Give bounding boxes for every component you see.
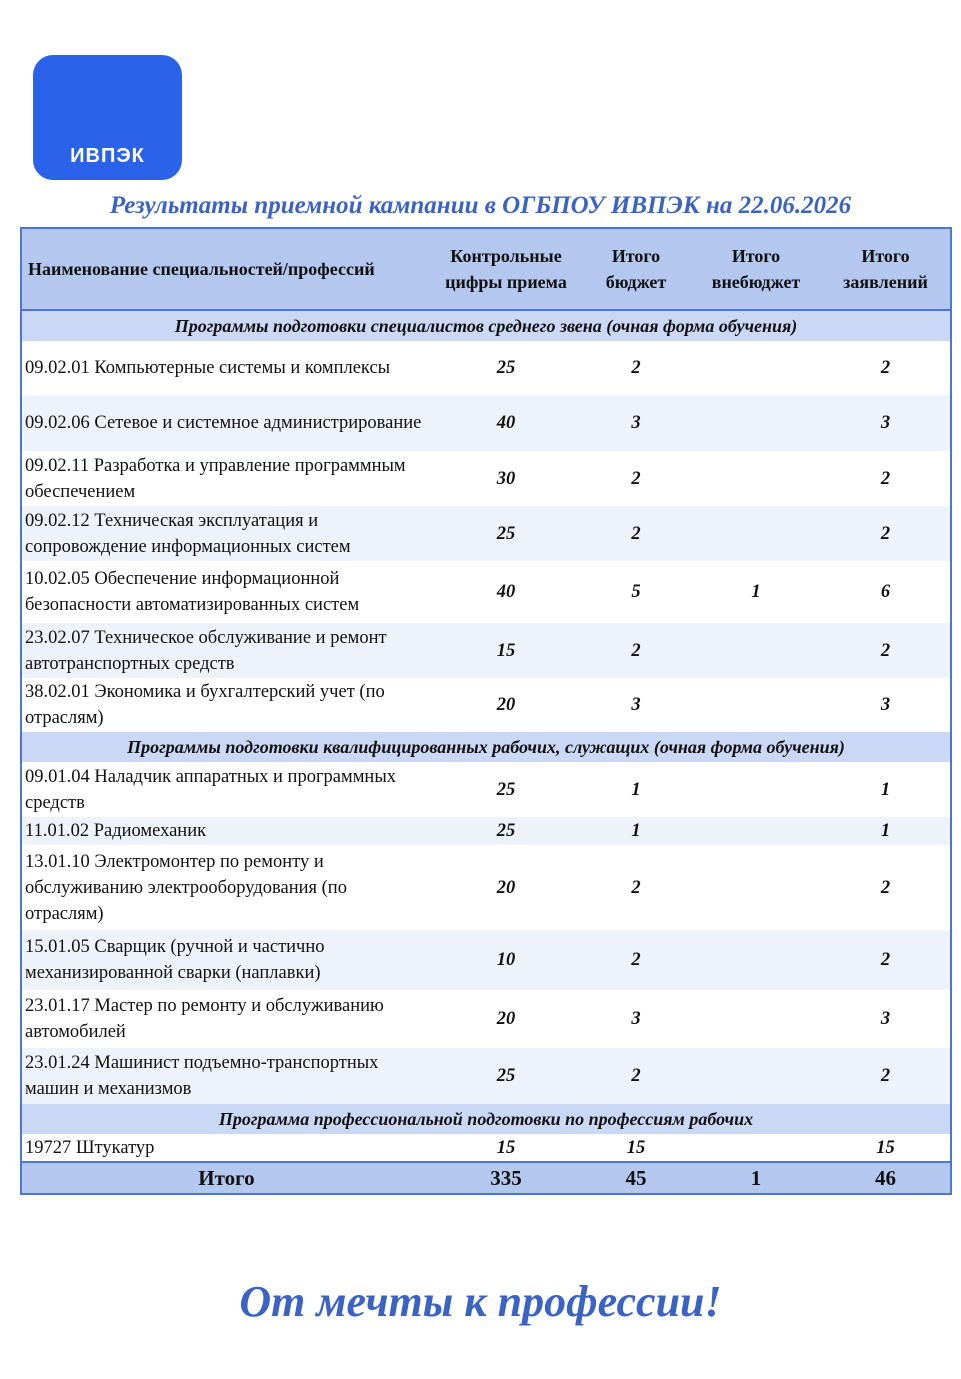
cell-applications: 1: [821, 817, 951, 845]
cell-name: 10.02.05 Обеспечение информационной безопасности автоматизированных систем: [25, 569, 360, 615]
cell-budget: 15: [626, 1137, 646, 1158]
table-row: [21, 395, 951, 451]
cell-budget: 2: [581, 623, 691, 678]
cell-offbudget: [691, 817, 821, 845]
table-row: [21, 341, 951, 395]
cell-name: 23.01.17 Мастер по ремонту и обслуживанию автомобилей: [25, 996, 384, 1042]
cell-name: 38.02.01 Экономика и бухгалтерский учет (по отраслям): [25, 682, 385, 728]
cell-quota: 10: [431, 930, 581, 990]
section-header-row: [21, 732, 951, 762]
total-budget: 45: [581, 1162, 691, 1194]
cell-budget: 2: [631, 877, 641, 898]
table-row: [21, 845, 951, 930]
cell-applications: 2: [821, 623, 951, 678]
cell-offbudget: [691, 678, 821, 732]
cell-offbudget: [691, 341, 821, 395]
table-row: [21, 762, 951, 817]
logo: [33, 55, 182, 180]
results-table: [20, 227, 952, 1195]
cell-budget: 2: [581, 1048, 691, 1104]
cell-name: 23.02.07 Техническое обслуживание и ремонт автотранспортных средств: [21, 623, 431, 678]
cell-applications: 2: [821, 930, 951, 990]
cell-quota: 40: [496, 582, 516, 602]
cell-name: 15.01.05 Сварщик (ручной и частично механизированной сварки (наплавки): [21, 930, 431, 990]
table-body: [21, 310, 951, 1194]
total-offbudget: 1: [691, 1162, 821, 1194]
section-title: Программы подготовки квалифицированных рабочих, служащих (очная форма обучения): [21, 732, 951, 762]
cell-applications: 3: [880, 695, 891, 715]
cell-offbudget: [691, 451, 821, 506]
cell-offbudget: [691, 1134, 821, 1162]
cell-applications: 2: [880, 468, 891, 489]
table-row: [21, 451, 951, 506]
cell-name: 09.02.06 Сетевое и системное администрирование: [21, 395, 431, 451]
cell-budget: 2: [631, 468, 641, 489]
cell-name: 09.02.01 Компьютерные системы и комплексы: [25, 358, 391, 378]
cell-applications: 3: [821, 395, 951, 451]
total-applications: 46: [821, 1162, 951, 1194]
table-row: [21, 930, 951, 990]
section-header-row: [21, 310, 951, 341]
cell-quota: 25: [496, 779, 516, 800]
cell-offbudget: [691, 930, 821, 990]
section-header-row: [21, 1104, 951, 1134]
cell-quota: 25: [431, 817, 581, 845]
cell-budget: 2: [581, 930, 691, 990]
cell-offbudget: [691, 395, 821, 451]
section-title: Программы подготовки специалистов среднего звена (очная форма обучения): [21, 310, 951, 341]
cell-quota: 15: [431, 623, 581, 678]
cell-budget: 1: [581, 817, 691, 845]
cell-offbudget: [691, 623, 821, 678]
table-row: [21, 1134, 951, 1162]
header-name: Наименование специальностей/профессий: [21, 228, 431, 310]
table-row: [21, 817, 951, 845]
cell-applications: 2: [880, 877, 891, 898]
cell-budget: 2: [631, 358, 641, 378]
header-offbudget: Итого внебюджет: [691, 228, 821, 310]
cell-applications: 1: [880, 779, 891, 800]
header-budget: Итого бюджет: [581, 228, 691, 310]
cell-budget: 2: [581, 506, 691, 561]
header-applications: Итого заявлений: [821, 228, 951, 310]
cell-name: 13.01.10 Электромонтер по ремонту и обслуживанию электрооборудования (по отраслям): [25, 851, 347, 924]
cell-quota: 15: [496, 1137, 516, 1158]
header-quota: Контрольные цифры приема: [431, 228, 581, 310]
cell-name: 23.01.24 Машинист подъемно-транспортных машин и механизмов: [21, 1048, 431, 1104]
table-row: [21, 990, 951, 1048]
cell-name: 19727 Штукатур: [25, 1137, 155, 1158]
cell-quota: 25: [496, 358, 516, 378]
cell-offbudget: [691, 1048, 821, 1104]
table-row: [21, 506, 951, 561]
cell-name: 11.01.02 Радиомеханик: [21, 817, 431, 845]
cell-name: 09.02.12 Техническая эксплуатация и сопровождение информационных систем: [21, 506, 431, 561]
cell-applications: 6: [880, 582, 891, 602]
cell-budget: 3: [631, 1009, 641, 1029]
table-row: [21, 561, 951, 623]
cell-offbudget: [691, 762, 821, 817]
cell-quota: 20: [496, 1009, 516, 1029]
table-row: [21, 623, 951, 678]
cell-quota: 25: [431, 1048, 581, 1104]
cell-budget: 1: [631, 779, 641, 800]
cell-offbudget: [691, 506, 821, 561]
cell-applications: 2: [880, 358, 891, 378]
table-row: [21, 1048, 951, 1104]
cell-budget: 3: [631, 695, 641, 715]
cell-applications: 15: [876, 1137, 895, 1158]
total-label: Итого: [21, 1162, 431, 1194]
cell-budget: 3: [581, 395, 691, 451]
cell-name: 09.02.11 Разработка и управление программным обеспечением: [25, 455, 406, 502]
cell-offbudget: 1: [751, 582, 761, 602]
cell-applications: 2: [821, 1048, 951, 1104]
section-title: Программа профессиональной подготовки по профессиям рабочих: [21, 1104, 951, 1134]
cell-applications: 2: [821, 506, 951, 561]
cell-offbudget: [691, 990, 821, 1048]
cell-quota: 40: [431, 395, 581, 451]
cell-budget: 5: [631, 582, 641, 602]
page-title: Результаты приемной кампании в ОГБПОУ ИВПЭК на 22.06.2026: [109, 192, 852, 219]
cell-offbudget: [691, 845, 821, 930]
cell-quota: 20: [496, 877, 516, 898]
total-quota: 335: [431, 1162, 581, 1194]
cell-quota: 25: [431, 506, 581, 561]
header-row: [21, 228, 951, 310]
slogan: От мечты к профессии!: [239, 1277, 722, 1326]
cell-quota: 20: [496, 695, 516, 715]
cell-applications: 3: [880, 1009, 891, 1029]
logo-text: ИВПЭК: [70, 145, 145, 167]
table-row: [21, 678, 951, 732]
cell-quota: 30: [496, 468, 516, 489]
total-row: [21, 1162, 951, 1194]
cell-name: 09.01.04 Наладчик аппаратных и программных средств: [25, 766, 397, 813]
